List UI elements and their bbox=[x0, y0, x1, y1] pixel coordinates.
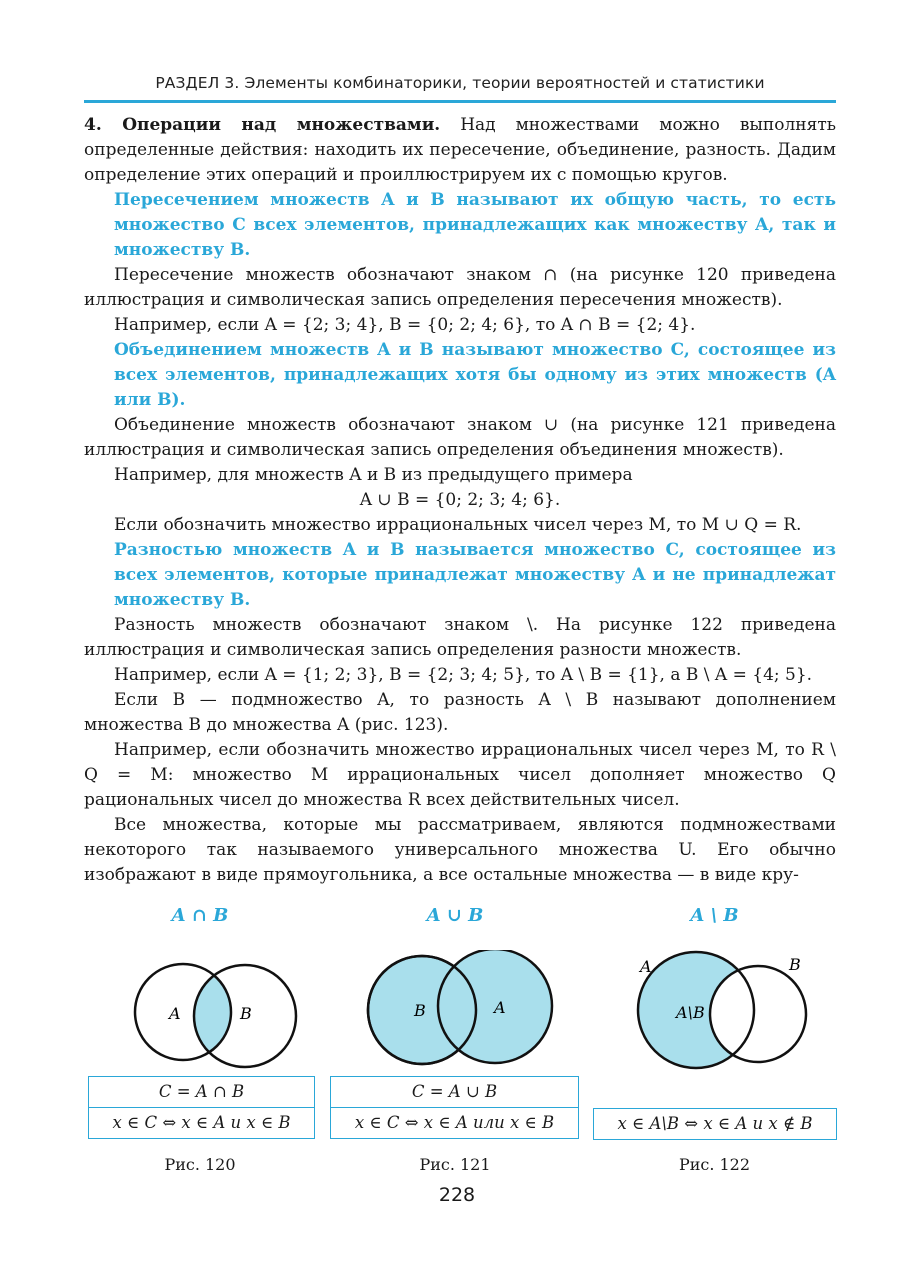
formula-top: C = A ∪ B bbox=[411, 1082, 498, 1101]
paragraph-intersection-example: Например, если A = {2; 3; 4}, B = {0; 2; 4; 6}, то A ∩ B = {2; 4}. bbox=[114, 315, 696, 335]
paragraph-complement: Если B — подмножество A, то разность A \ B называют дополнением множества B до множества A (рис. 123). bbox=[84, 690, 836, 735]
figure-title: A \ B bbox=[690, 905, 739, 926]
union-formula: A ∪ B = {0; 2; 3; 4; 6}. bbox=[359, 490, 561, 510]
figure-caption: Рис. 121 bbox=[419, 1155, 491, 1174]
formula-top: C = A ∩ B bbox=[158, 1082, 245, 1101]
running-header: РАЗДЕЛ 3. Элементы комбинаторики, теории вероятностей и статистики bbox=[155, 74, 765, 92]
figure-intersection bbox=[84, 905, 316, 1195]
header-rule bbox=[84, 100, 836, 103]
figure-caption: Рис. 122 bbox=[678, 1155, 751, 1174]
definition-difference: Разностью множеств A и B называется множество C, состоящее из всех элементов, которые принадлежат множеству A и не принадлежат множеству B. bbox=[114, 540, 836, 610]
label-a: A bbox=[494, 998, 506, 1017]
intro-text: Над множествами можно выполнять определенные действия: находить их пересечение, объединение, разность. Дадим определение этих операций и проиллюстрируем их с помощью кругов. bbox=[84, 115, 837, 185]
formula-box bbox=[330, 1076, 579, 1139]
formula-bottom: x ∈ C ⇔ x ∈ A или x ∈ B bbox=[331, 1107, 578, 1138]
figure-title: A ∩ B bbox=[171, 905, 229, 926]
paragraph-union-example: Например, для множеств A и B из предыдущего примера bbox=[114, 465, 633, 485]
formula-box bbox=[88, 1076, 315, 1139]
figure-union bbox=[330, 905, 580, 1195]
figure-difference bbox=[592, 905, 837, 1195]
definition-union: Объединением множеств A и B называют множество C, состоящее из всех элементов, принадлежащих хотя бы одному из этих множеств (A или B). bbox=[114, 340, 836, 410]
label-b: B bbox=[414, 1001, 426, 1020]
label-b: B bbox=[789, 955, 801, 974]
paragraph-complement-example: Например, если обозначить множество иррациональных чисел через M, то R \ Q = M: множество M иррациональных чисел дополняет множество Q рациональных чисел до множества R всех действительных чисел. bbox=[84, 740, 836, 810]
label-a: A bbox=[640, 957, 652, 976]
section-title: 4. Операции над множествами. bbox=[84, 115, 441, 135]
venn-difference-diagram bbox=[592, 950, 837, 1120]
figures-row bbox=[84, 905, 844, 1195]
figure-caption: Рис. 120 bbox=[164, 1155, 236, 1174]
paragraph-difference-example: Например, если A = {1; 2; 3}, B = {2; 3; 4; 5}, то A \ B = {1}, а B \ A = {4; 5}. bbox=[114, 665, 813, 685]
section-intro bbox=[84, 113, 836, 188]
paragraph-intersection-sign: Пересечение множеств обозначают знаком ∩ (на рисунке 120 приведена иллюстрация и символическая запись определения пересечения множеств). bbox=[84, 265, 836, 310]
paragraph-union-irrational: Если обозначить множество иррациональных чисел через M, то M ∪ Q = R. bbox=[114, 515, 802, 535]
figure-title: A ∪ B bbox=[426, 905, 484, 926]
definition-intersection: Пересечением множеств A и B называют их общую часть, то есть множество C всех элементов, принадлежащих как множеству A, так и множеству B. bbox=[114, 190, 836, 260]
paragraph-union-sign: Объединение множеств обозначают знаком ∪ (на рисунке 121 приведена иллюстрация и символическая запись определения объединения множеств). bbox=[84, 415, 836, 460]
page-number: 228 bbox=[438, 1184, 476, 1206]
label-a-minus-b: A\B bbox=[676, 1003, 705, 1022]
paragraph-difference-sign: Разность множеств обозначают знаком \. На рисунке 122 приведена иллюстрация и символическая запись определения разности множеств. bbox=[84, 615, 836, 660]
formula-bottom: x ∈ A\B ⇔ x ∈ A и x ∉ B bbox=[617, 1114, 813, 1133]
formula-bottom: x ∈ C ⇔ x ∈ A и x ∈ B bbox=[89, 1107, 314, 1138]
page-body bbox=[84, 113, 836, 888]
label-a: A bbox=[169, 1004, 181, 1023]
label-b: B bbox=[240, 1004, 252, 1023]
formula-box bbox=[593, 1108, 837, 1140]
paragraph-universal: Все множества, которые мы рассматриваем, являются подмножествами некоторого так называемого универсального множества U. Его обычно изображают в виде прямоугольника, а все остальные множества — в виде кру- bbox=[84, 815, 836, 885]
